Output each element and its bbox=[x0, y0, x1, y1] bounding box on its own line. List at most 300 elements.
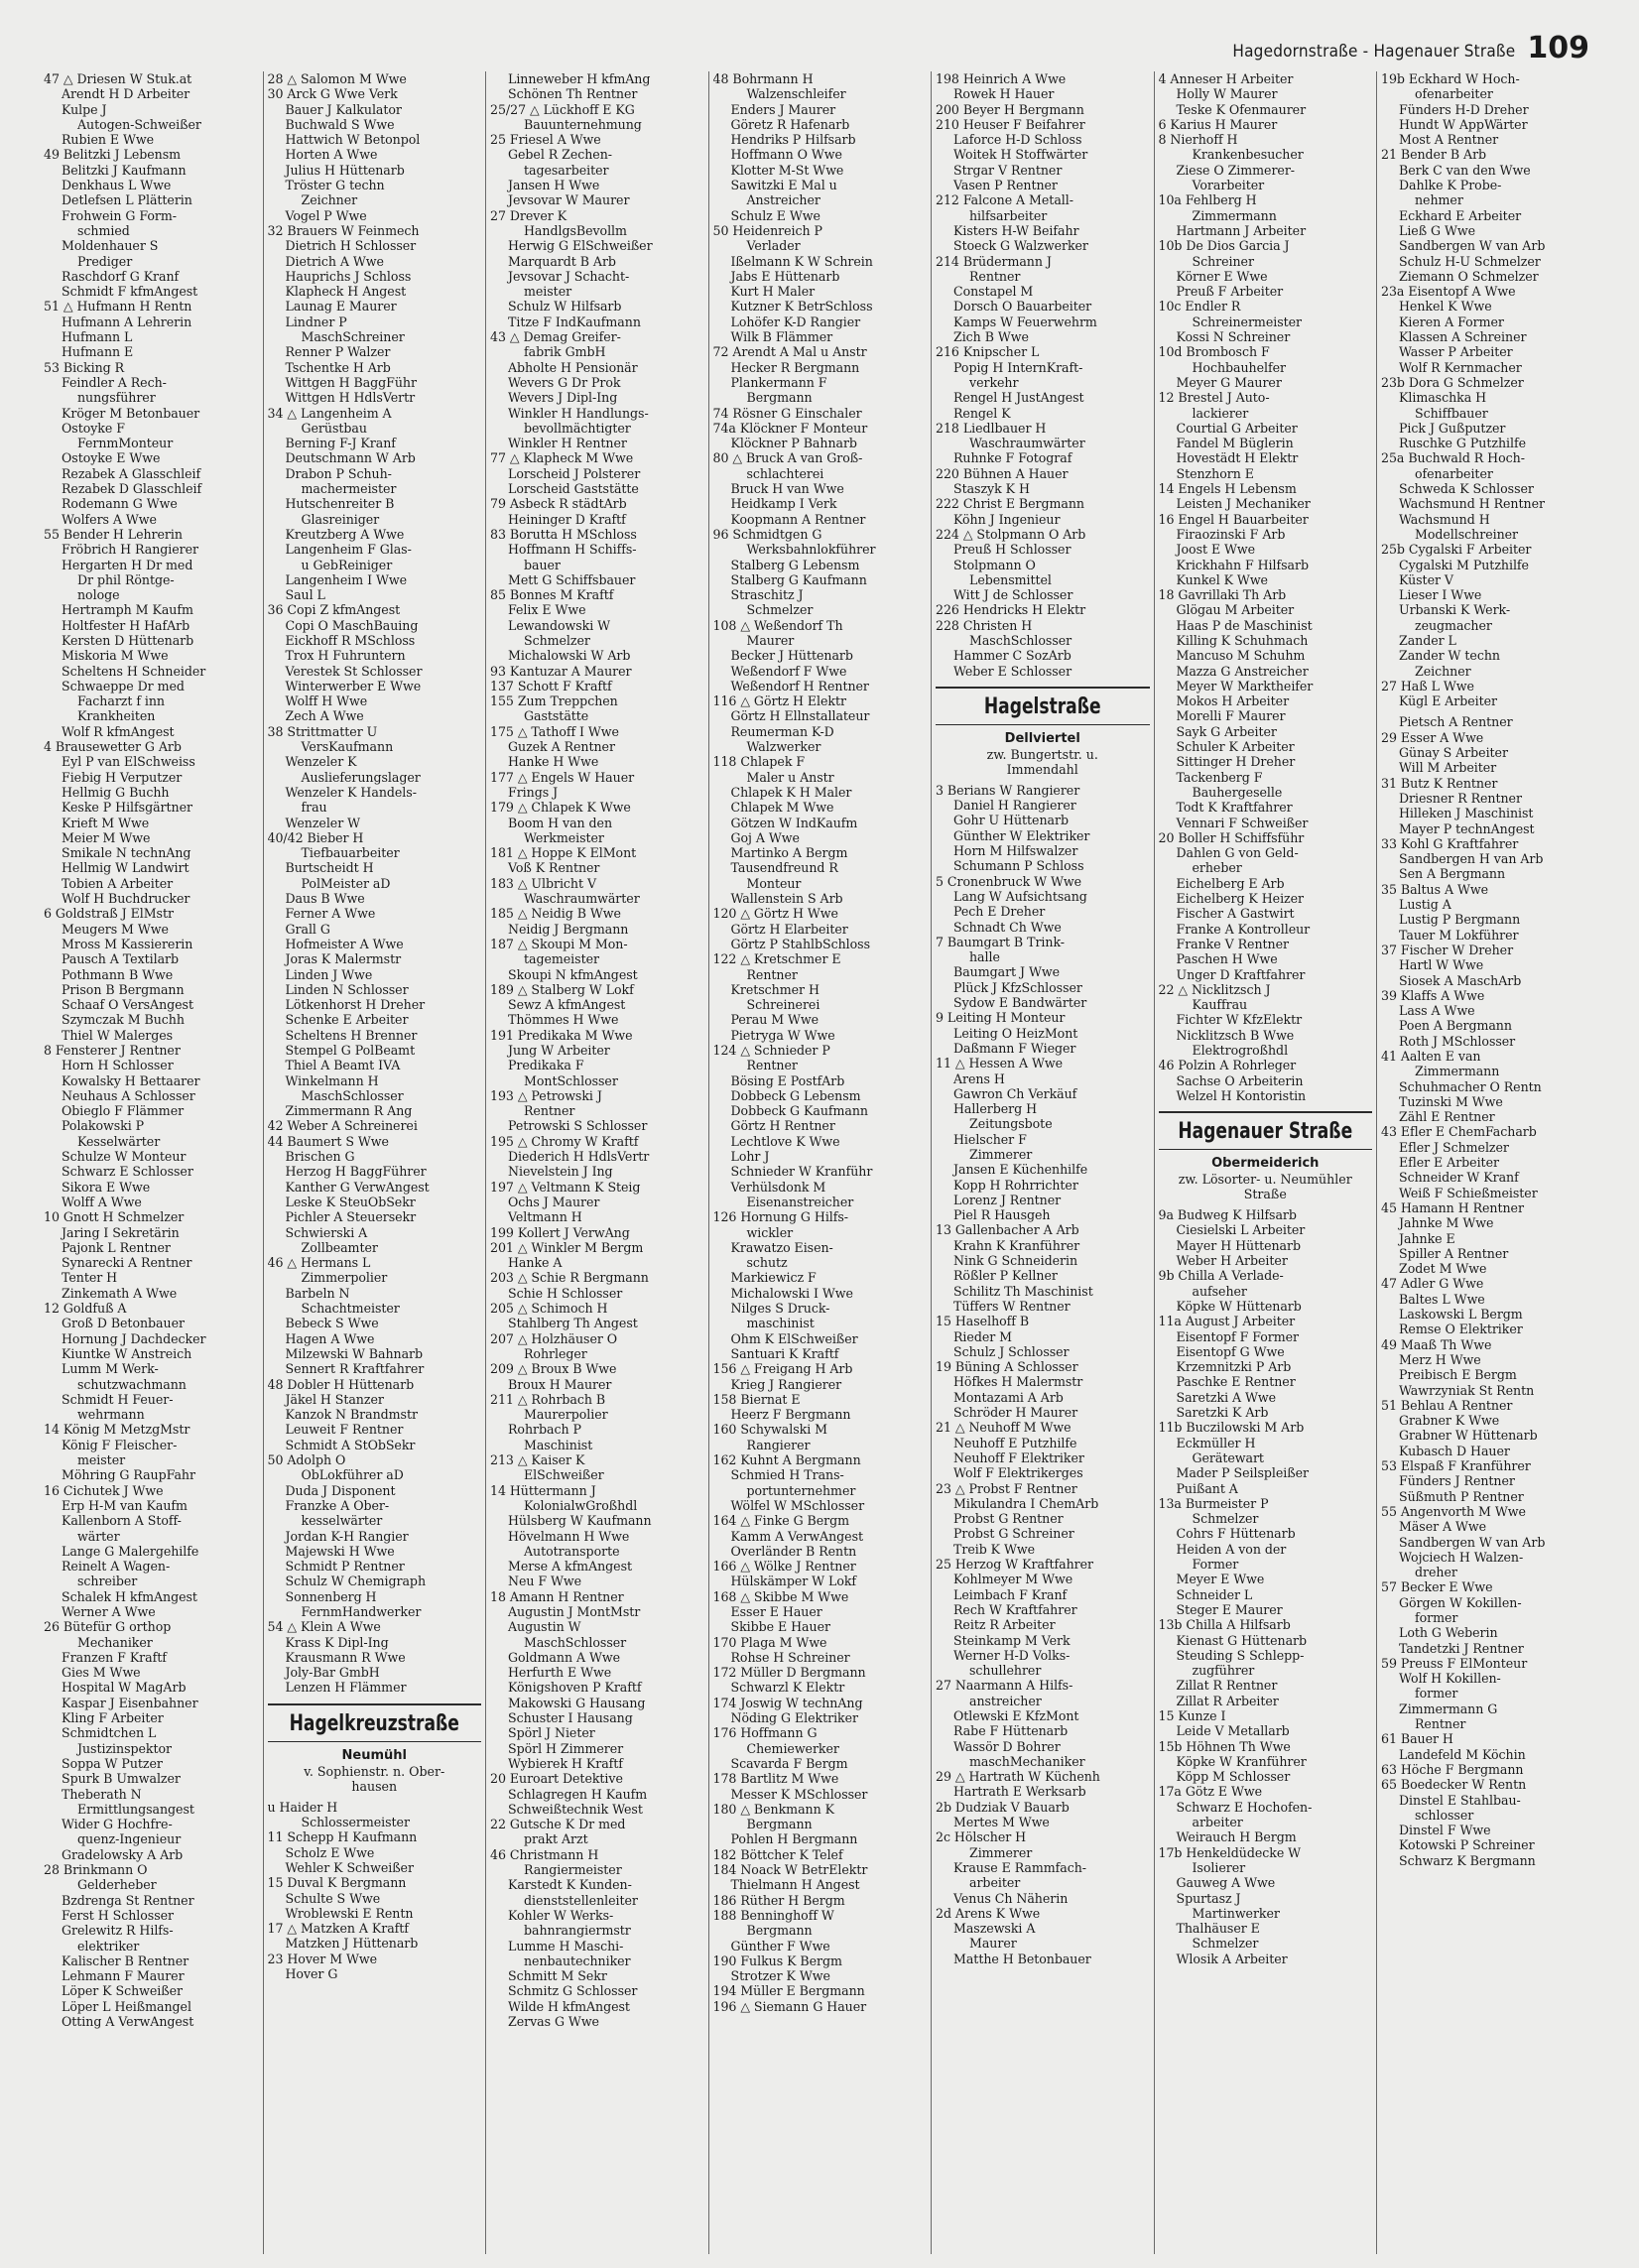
directory-entry: Wenzeler K Handels- bbox=[285, 784, 417, 800]
directory-entry: Cohrs F Hüttenarb bbox=[1176, 1526, 1296, 1542]
directory-entry: Franke V Rentner bbox=[1176, 936, 1289, 951]
directory-entry: Rangiermeister bbox=[524, 1862, 622, 1878]
directory-entry: 48 Dobler H Hüttenarb bbox=[267, 1376, 415, 1392]
directory-entry: Werner A Wwe bbox=[62, 1603, 156, 1619]
directory-entry: Lorscheid J Polsterer bbox=[508, 465, 641, 481]
directory-entry: u GebReiniger bbox=[301, 557, 393, 572]
directory-entry: former bbox=[1415, 1609, 1458, 1625]
directory-entry: Günther W Elektriker bbox=[953, 827, 1090, 843]
directory-entry: Schlossermeister bbox=[301, 1815, 410, 1830]
directory-entry: zeugmacher bbox=[1415, 617, 1492, 633]
directory-entry: Thömmes H Wwe bbox=[508, 1012, 619, 1028]
directory-entry: Lustig A bbox=[1399, 897, 1451, 913]
directory-entry: Neidig J Bergmann bbox=[508, 921, 629, 937]
directory-entry: Kamps W Feuerwehrm bbox=[953, 314, 1097, 329]
directory-entry: 10b De Dios Garcia J bbox=[1158, 238, 1290, 254]
page-number: 109 bbox=[1527, 31, 1589, 65]
directory-column bbox=[708, 71, 932, 2254]
directory-entry: 11b Buczilowski M Arb bbox=[1158, 1420, 1305, 1436]
directory-entry: Süßmuth P Rentner bbox=[1399, 1488, 1524, 1504]
directory-entry: Preuß H Schlosser bbox=[953, 542, 1072, 558]
directory-entry: Rohse H Schreiner bbox=[730, 1649, 850, 1665]
directory-entry: Koopmann A Rentner bbox=[730, 511, 866, 527]
directory-entry: Copi O MaschBauing bbox=[285, 617, 419, 633]
directory-entry: Merse A kfmAngest bbox=[508, 1559, 633, 1575]
directory-entry: Kienast G Hüttenarb bbox=[1176, 1632, 1308, 1648]
directory-entry: Holtfester H HafArb bbox=[62, 617, 190, 633]
directory-entry: Schmelzer bbox=[1192, 1936, 1259, 1952]
directory-entry: Messer K MSchlosser bbox=[730, 1786, 868, 1802]
district-name: Neumühl bbox=[341, 1747, 407, 1763]
directory-entry: 57 Becker E Wwe bbox=[1381, 1579, 1493, 1595]
directory-entry: Eichelberg E Arb bbox=[1176, 875, 1285, 891]
directory-entry: Eichelberg K Heizer bbox=[1176, 891, 1304, 907]
directory-entry: Hertramph M Kaufm bbox=[62, 602, 193, 618]
directory-entry: Bergmann bbox=[746, 1923, 813, 1939]
directory-entry: Weirauch H Bergm bbox=[1176, 1829, 1297, 1845]
directory-entry: Buchwald S Wwe bbox=[285, 116, 395, 132]
directory-entry: 35 Baltus A Wwe bbox=[1381, 881, 1488, 897]
directory-entry: 226 Hendricks H Elektr bbox=[936, 602, 1086, 618]
directory-entry: 25 Friesel A Wwe bbox=[490, 132, 601, 148]
directory-entry: 176 Hoffmann G bbox=[712, 1725, 818, 1741]
directory-entry: Jevsovar J Schacht- bbox=[508, 268, 630, 284]
directory-entry: Gohr U Hüttenarb bbox=[953, 813, 1069, 828]
directory-entry: Berk C van den Wwe bbox=[1399, 162, 1531, 178]
directory-entry: Zimmerer bbox=[969, 1844, 1033, 1860]
directory-entry: Schulz W Chemigraph bbox=[285, 1574, 426, 1589]
directory-entry: tagemeister bbox=[524, 951, 599, 967]
directory-entry: Franke A Kontrolleur bbox=[1176, 921, 1311, 937]
directory-entry: 74a Klöckner F Monteur bbox=[712, 420, 868, 436]
directory-entry: 168 △ Skibbe M Wwe bbox=[712, 1588, 849, 1604]
directory-entry: Tiefbauarbeiter bbox=[301, 845, 400, 861]
directory-entry: Schnadt Ch Wwe bbox=[953, 919, 1062, 935]
directory-entry: Sandbergen W van Arb bbox=[1399, 1534, 1546, 1550]
directory-entry: Schmidtchen L bbox=[62, 1725, 157, 1741]
directory-entry: 162 Kuhnt A Bergmann bbox=[712, 1452, 861, 1468]
directory-entry: Wolff A Wwe bbox=[62, 1194, 142, 1209]
directory-entry: 188 Benninghoff W bbox=[712, 1907, 834, 1923]
directory-entry: Becker J Hüttenarb bbox=[730, 648, 853, 664]
directory-entry: Krankheiten bbox=[77, 708, 156, 724]
directory-entry: Sewz A kfmAngest bbox=[508, 997, 626, 1013]
directory-entry: Joly-Bar GmbH bbox=[285, 1665, 380, 1681]
directory-entry: Marquardt B Arb bbox=[508, 253, 616, 269]
directory-entry: Hellmig W Landwirt bbox=[62, 860, 189, 876]
directory-entry: Rengel K bbox=[953, 405, 1011, 421]
directory-entry: Venus Ch Näherin bbox=[953, 1890, 1069, 1906]
directory-entry: Hanke H Wwe bbox=[508, 754, 599, 770]
directory-entry: 49 Belitzki J Lebensm bbox=[44, 147, 181, 163]
directory-entry: Klimaschka H bbox=[1399, 390, 1487, 406]
directory-entry: Thiel W Malerges bbox=[62, 1027, 174, 1043]
directory-entry: Drabon P Schuh- bbox=[285, 465, 392, 481]
directory-entry: Jansen H Wwe bbox=[508, 178, 600, 193]
directory-entry: Wolfers A Wwe bbox=[62, 511, 157, 527]
directory-entry: 201 △ Winkler M Bergm bbox=[490, 1239, 644, 1255]
directory-entry: Stempel G PolBeamt bbox=[285, 1043, 416, 1058]
directory-entry: 160 Schywalski M bbox=[712, 1422, 827, 1438]
directory-entry: Leske K SteuObSekr bbox=[285, 1194, 416, 1209]
directory-entry: schullehrer bbox=[969, 1663, 1042, 1679]
directory-entry: Lohr J bbox=[730, 1149, 770, 1165]
directory-entry: Schulze W Monteur bbox=[62, 1149, 187, 1165]
directory-entry: Zillat R Arbeiter bbox=[1176, 1693, 1279, 1708]
directory-entry: Hielscher F bbox=[953, 1131, 1027, 1147]
directory-entry: Spurk B Umwalzer bbox=[62, 1771, 181, 1787]
directory-entry: Grall G bbox=[285, 921, 330, 937]
directory-entry: Loth G Weberin bbox=[1399, 1625, 1498, 1641]
directory-entry: Launag E Maurer bbox=[285, 299, 397, 315]
directory-entry: Rezabek A Glasschleif bbox=[62, 465, 201, 481]
directory-entry: Sandbergen W van Arb bbox=[1399, 238, 1546, 254]
directory-entry: Ziese O Zimmerer- bbox=[1176, 162, 1295, 178]
directory-entry: 77 △ Klapheck M Wwe bbox=[490, 450, 634, 466]
directory-entry: 50 Heidenreich P bbox=[712, 222, 822, 238]
directory-entry: Urbanski K Werk- bbox=[1399, 602, 1511, 618]
directory-entry: 2d Arens K Wwe bbox=[936, 1905, 1041, 1921]
directory-entry: Frings J bbox=[508, 784, 559, 800]
directory-entry: 196 △ Siemann G Hauer bbox=[712, 1998, 867, 2014]
directory-entry: Pothmann B Wwe bbox=[62, 966, 174, 982]
directory-entry: Wenzeler K bbox=[285, 754, 357, 770]
directory-entry: Courtial G Arbeiter bbox=[1176, 420, 1298, 436]
directory-entry: Kanzok N Brandmstr bbox=[285, 1407, 418, 1423]
directory-entry: Langenheim F Glas- bbox=[285, 542, 412, 558]
directory-entry: Maurerpolier bbox=[524, 1407, 608, 1423]
directory-entry: Joras K Malermstr bbox=[285, 951, 402, 967]
directory-entry: Schmied H Trans- bbox=[730, 1467, 844, 1483]
directory-entry: 28 △ Salomon M Wwe bbox=[267, 71, 407, 86]
directory-entry: 11 Schepp H Kaufmann bbox=[267, 1829, 418, 1845]
directory-entry: Mikulandra I ChemArb bbox=[953, 1495, 1099, 1511]
directory-entry: Zeichner bbox=[1415, 663, 1471, 679]
directory-entry: Lange G Malergehilfe bbox=[62, 1543, 199, 1559]
directory-entry: Eisentopf F Former bbox=[1176, 1328, 1300, 1344]
directory-entry: Laforce H-D Schloss bbox=[953, 132, 1082, 148]
directory-entry: Zimmerer bbox=[969, 1147, 1033, 1162]
directory-entry: 29 △ Hartrath W Küchenh bbox=[936, 1769, 1100, 1785]
directory-entry: Gies M Wwe bbox=[62, 1665, 141, 1681]
directory-entry: Zeichner bbox=[301, 192, 358, 208]
directory-entry: Wilk B Flämmer bbox=[730, 329, 833, 345]
directory-entry: Titze F IndKaufmann bbox=[508, 314, 641, 329]
directory-entry: Köpke W Hüttenarb bbox=[1176, 1298, 1302, 1314]
directory-entry: Leisten J Mechaniker bbox=[1176, 496, 1311, 512]
directory-entry: Skibbe E Hauer bbox=[730, 1619, 830, 1635]
directory-entry: Hospital W MagArb bbox=[62, 1680, 187, 1696]
directory-entry: hilfsarbeiter bbox=[969, 207, 1048, 223]
directory-entry: 185 △ Neidig B Wwe bbox=[490, 906, 621, 922]
directory-entry: 214 Brüdermann J bbox=[936, 253, 1052, 269]
directory-entry: schlosser bbox=[1415, 1807, 1474, 1823]
directory-entry: Witt J de Schlosser bbox=[953, 587, 1073, 603]
directory-entry: Krzemnitzki P Arb bbox=[1176, 1359, 1292, 1375]
directory-entry: 48 Bohrmann H bbox=[712, 71, 814, 86]
directory-entry: Mader P Seilspleißer bbox=[1176, 1465, 1309, 1481]
directory-entry: Bzdrenga St Rentner bbox=[62, 1892, 194, 1908]
directory-entry: 53 Elspaß F Kranführer bbox=[1381, 1458, 1531, 1474]
directory-entry: Krass K Dipl-Ing bbox=[285, 1634, 389, 1650]
directory-entry: Fischer A Gastwirt bbox=[1176, 906, 1295, 922]
directory-entry: erheber bbox=[1192, 860, 1242, 876]
directory-entry: Predikaka F bbox=[508, 1058, 584, 1073]
directory-entry: ObLokführer aD bbox=[301, 1467, 404, 1483]
directory-entry: Rowek H Hauer bbox=[953, 86, 1055, 102]
directory-entry: Preuß F Arbeiter bbox=[1176, 284, 1284, 300]
directory-entry: Kunkel K Wwe bbox=[1176, 571, 1268, 587]
directory-entry: zugführer bbox=[1192, 1663, 1255, 1679]
directory-entry: Sydow E Bandwärter bbox=[953, 995, 1087, 1011]
directory-entry: Verlader bbox=[746, 238, 801, 254]
directory-entry: Gelderheber bbox=[77, 1877, 157, 1893]
directory-entry: 184 Noack W BetrElektr bbox=[712, 1862, 868, 1878]
directory-entry: Paschen H Wwe bbox=[1176, 951, 1278, 967]
directory-entry: Möhring G RaupFahr bbox=[62, 1467, 195, 1483]
directory-entry: Esser E Hauer bbox=[730, 1603, 822, 1619]
directory-entry: u Haider H bbox=[267, 1799, 338, 1815]
directory-entry: Neuhoff E Putzhilfe bbox=[953, 1435, 1077, 1450]
directory-entry: Will M Arbeiter bbox=[1399, 760, 1497, 776]
directory-entry: Fiebig H Verputzer bbox=[62, 769, 183, 785]
directory-entry: Belitzki J Kaufmann bbox=[62, 162, 187, 178]
directory-entry: 51 Behlau A Rentner bbox=[1381, 1397, 1513, 1413]
directory-entry: 6 Karius H Maurer bbox=[1158, 116, 1278, 132]
directory-entry: 44 Baumert S Wwe bbox=[267, 1133, 389, 1149]
directory-entry: Winterwerber E Wwe bbox=[285, 678, 422, 693]
directory-entry: Schuler K Arbeiter bbox=[1176, 739, 1295, 755]
directory-entry: 4 Brausewetter G Arb bbox=[44, 739, 182, 755]
directory-entry: 213 △ Kaiser K bbox=[490, 1452, 585, 1468]
directory-entry: Chemiewerker bbox=[746, 1740, 839, 1756]
directory-entry: frau bbox=[301, 800, 327, 816]
directory-entry: Pick J Gußputzer bbox=[1399, 420, 1506, 436]
directory-entry: 7 Baumgart B Trink- bbox=[936, 934, 1066, 949]
directory-entry: Reitz R Arbeiter bbox=[953, 1617, 1056, 1633]
directory-entry: Overländer B Rentn bbox=[730, 1543, 857, 1559]
directory-entry: Karstedt K Kunden- bbox=[508, 1877, 632, 1893]
directory-entry: Schulz W Hilfsarb bbox=[508, 299, 622, 315]
directory-entry: Constapel M bbox=[953, 284, 1034, 300]
directory-entry: Hammer C SozArb bbox=[953, 648, 1072, 664]
directory-entry: Fandel M Büglerin bbox=[1176, 436, 1294, 451]
directory-column bbox=[485, 71, 708, 2254]
directory-entry: Scheltens H Schneider bbox=[62, 663, 206, 679]
directory-entry: Ziemann O Schmelzer bbox=[1399, 268, 1539, 284]
district-name: Obermeiderich bbox=[1211, 1156, 1320, 1172]
directory-entry: Nink G Schneiderin bbox=[953, 1253, 1078, 1269]
directory-entry: Schmelzer bbox=[1192, 1511, 1259, 1527]
directory-entry: Burtscheidt H bbox=[285, 860, 374, 876]
directory-entry: Julius H Hüttenarb bbox=[285, 162, 405, 178]
directory-entry: Treib K Wwe bbox=[953, 1541, 1036, 1557]
directory-entry: Ostoyke F bbox=[62, 420, 125, 436]
directory-entry: Rabe F Hüttenarb bbox=[953, 1723, 1069, 1739]
directory-entry: 25/27 △ Lückhoff E KG bbox=[490, 101, 635, 117]
directory-entry: Stahlberg Th Angest bbox=[508, 1316, 638, 1331]
directory-entry: Köpp M Schlosser bbox=[1176, 1769, 1291, 1785]
directory-entry: Jansen E Küchenhilfe bbox=[953, 1162, 1088, 1178]
directory-entry: Zich B Wwe bbox=[953, 329, 1029, 345]
directory-entry: Schweißtechnik West bbox=[508, 1801, 643, 1817]
directory-entry: Neu F Wwe bbox=[508, 1574, 582, 1589]
directory-entry: Weßendorf H Rentner bbox=[730, 678, 869, 693]
directory-entry: ElSchweißer bbox=[524, 1467, 604, 1483]
directory-entry: 203 △ Schie R Bergmann bbox=[490, 1270, 649, 1286]
directory-entry: Jäkel H Stanzer bbox=[285, 1391, 384, 1407]
directory-entry: Polakowski P bbox=[62, 1118, 145, 1134]
directory-entry: Wevers J Dipl-Ing bbox=[508, 390, 618, 406]
directory-entry: Sittinger H Dreher bbox=[1176, 754, 1296, 770]
directory-entry: Laskowski L Bergm bbox=[1399, 1307, 1523, 1323]
directory-entry: Former bbox=[1192, 1557, 1239, 1573]
directory-entry: Kalischer B Rentner bbox=[62, 1953, 189, 1968]
directory-entry: 228 Christen H bbox=[936, 617, 1033, 633]
directory-entry: Ochs J Maurer bbox=[508, 1194, 600, 1209]
directory-entry: 181 △ Hoppe K ElMont bbox=[490, 845, 637, 861]
directory-entry: 8 Fensterer J Rentner bbox=[44, 1043, 181, 1058]
directory-entry: 19b Eckhard W Hoch- bbox=[1381, 71, 1520, 86]
directory-entry: Pietryga W Wwe bbox=[730, 1027, 835, 1043]
directory-entry: Heerz F Bergmann bbox=[730, 1407, 851, 1423]
directory-entry: Krawatzo Eisen- bbox=[730, 1239, 833, 1255]
directory-entry: Kowalsky H Bettaarer bbox=[62, 1072, 200, 1088]
directory-entry: Eyl P van ElSchweiss bbox=[62, 754, 195, 770]
directory-entry: Spörl J Nieter bbox=[508, 1725, 595, 1741]
directory-entry: Hofmeister A Wwe bbox=[285, 936, 404, 951]
directory-entry: Cygalski M Putzhilfe bbox=[1399, 557, 1529, 572]
directory-entry: König F Fleischer- bbox=[62, 1437, 178, 1452]
directory-entry: ofenarbeiter bbox=[1415, 465, 1493, 481]
directory-entry: Kotowski P Schreiner bbox=[1399, 1837, 1535, 1853]
directory-entry: 10d Brombosch F bbox=[1158, 344, 1270, 360]
directory-entry: Rodemann G Wwe bbox=[62, 496, 178, 512]
directory-entry: 116 △ Görtz H Elektr bbox=[712, 693, 846, 709]
directory-entry: Hanke A bbox=[508, 1255, 563, 1271]
directory-entry: Schulz J Schlosser bbox=[953, 1343, 1070, 1359]
directory-entry: 20 Euroart Detektive bbox=[490, 1771, 623, 1787]
directory-entry: 55 Bender H Lehrerin bbox=[44, 526, 183, 542]
directory-entry: ofenarbeiter bbox=[1415, 86, 1493, 102]
directory-entry: Langenheim I Wwe bbox=[285, 571, 407, 587]
directory-entry: Hochbauhelfer bbox=[1192, 359, 1286, 375]
directory-entry: Berning F-J Kranf bbox=[285, 436, 396, 451]
directory-entry: Spörl H Zimmerer bbox=[508, 1740, 624, 1756]
directory-entry: Hattwich W Betonpol bbox=[285, 132, 421, 148]
directory-entry: Schweda K Schlosser bbox=[1399, 481, 1534, 497]
directory-entry: Diederich H HdlsVertr bbox=[508, 1149, 650, 1165]
directory-entry: Rentner bbox=[746, 1058, 798, 1073]
directory-entry: Bruck H van Wwe bbox=[730, 481, 844, 497]
directory-entry: Ißelmann K W Schrein bbox=[730, 253, 873, 269]
directory-entry: Kopp H Rohrrichter bbox=[953, 1177, 1078, 1193]
directory-entry: 198 Heinrich A Wwe bbox=[936, 71, 1067, 86]
directory-entry: meister bbox=[524, 284, 572, 300]
directory-entry: Grabner K Wwe bbox=[1399, 1413, 1500, 1429]
directory-entry: 21 Bender B Arb bbox=[1381, 147, 1487, 163]
directory-entry: Tackenberg F bbox=[1176, 769, 1263, 785]
directory-entry: Auslieferungslager bbox=[301, 769, 421, 785]
directory-entry: tagesarbeiter bbox=[524, 162, 609, 178]
directory-entry: Weber H Arbeiter bbox=[1176, 1253, 1288, 1269]
directory-entry: Dorsch O Bauarbeiter bbox=[953, 299, 1092, 315]
directory-entry: 11 △ Hessen A Wwe bbox=[936, 1056, 1064, 1071]
directory-entry: 175 △ Tathoff I Wwe bbox=[490, 723, 619, 739]
directory-entry: halle bbox=[969, 949, 1000, 965]
directory-entry: 80 △ Bruck A van Groß- bbox=[712, 450, 863, 466]
directory-entry: Sayk G Arbeiter bbox=[1176, 723, 1277, 739]
directory-entry: Wider G Hochfre- bbox=[62, 1817, 173, 1832]
directory-entry: Dr phil Röntge- bbox=[77, 571, 175, 587]
directory-entry: Rezabek D Glasschleif bbox=[62, 481, 202, 497]
directory-entry: 30 Arck G Wwe Verk bbox=[267, 86, 398, 102]
directory-entry: Otting A VerwAngest bbox=[62, 2014, 194, 2029]
directory-entry: quenz-Ingenieur bbox=[77, 1831, 182, 1847]
directory-entry: Santuari K Kraftf bbox=[730, 1345, 839, 1361]
directory-entry: Kurt H Maler bbox=[730, 284, 816, 300]
directory-entry: Hornung J Dachdecker bbox=[62, 1330, 206, 1346]
directory-entry: schutzwachmann bbox=[77, 1376, 187, 1392]
directory-entry: Arens H bbox=[953, 1071, 1005, 1086]
directory-entry: Merz H Wwe bbox=[1399, 1351, 1481, 1367]
street-name: Hagelstraße bbox=[983, 693, 1101, 719]
directory-entry: Synarecki A Rentner bbox=[62, 1255, 192, 1271]
directory-entry: 22 △ Nicklitzsch J bbox=[1158, 981, 1271, 997]
directory-entry: 137 Schott F Kraftf bbox=[490, 678, 612, 693]
directory-entry: Raschdorf G Kranf bbox=[62, 268, 180, 284]
directory-entry: Görtz P StahlbSchloss bbox=[730, 936, 871, 951]
directory-entry: Eisenanstreicher bbox=[746, 1194, 854, 1209]
directory-entry: 13 Gallenbacher A Arb bbox=[936, 1222, 1079, 1238]
directory-entry: Küster V bbox=[1399, 571, 1453, 587]
directory-entry: Rentner bbox=[746, 966, 798, 982]
directory-entry: Justizinspektor bbox=[77, 1740, 173, 1756]
directory-entry: Scavarda F Bergm bbox=[730, 1755, 848, 1771]
directory-entry: nungsführer bbox=[77, 390, 156, 406]
directory-entry: Zodet M Wwe bbox=[1399, 1261, 1487, 1277]
directory-entry: Reinelt A Wagen- bbox=[62, 1559, 171, 1575]
directory-entry: Körner E Wwe bbox=[1176, 268, 1268, 284]
directory-entry: Herwig G ElSchweißer bbox=[508, 238, 653, 254]
street-section-heading bbox=[936, 687, 1150, 725]
directory-entry: Morelli F Maurer bbox=[1176, 708, 1286, 724]
directory-entry: Dobbeck G Kaufmann bbox=[730, 1103, 868, 1119]
directory-entry: VersKaufmann bbox=[301, 739, 394, 755]
directory-entry: 54 △ Klein A Wwe bbox=[267, 1619, 381, 1635]
directory-entry: Hendriks P Hilfsarb bbox=[730, 132, 856, 148]
directory-entry: Hövelmann H Wwe bbox=[508, 1528, 630, 1544]
directory-entry: Renner P Walzer bbox=[285, 344, 391, 360]
directory-entry: Paschke E Rentner bbox=[1176, 1374, 1296, 1390]
directory-entry: maschinist bbox=[746, 1316, 815, 1331]
directory-entry: Werner H-D Volks- bbox=[953, 1647, 1071, 1663]
directory-entry: Strotzer K Wwe bbox=[730, 1968, 830, 1984]
directory-entry: Winkler H Rentner bbox=[508, 436, 627, 451]
directory-entry: Görtz H Elarbeiter bbox=[730, 921, 848, 937]
directory-entry: Hovestädt H Elektr bbox=[1176, 450, 1299, 466]
directory-entry: Zillat R Rentner bbox=[1176, 1678, 1278, 1694]
directory-entry: Bösing E PostfArb bbox=[730, 1072, 845, 1088]
directory-entry: Goldmann A Wwe bbox=[508, 1649, 620, 1665]
directory-entry: wickler bbox=[746, 1224, 794, 1240]
directory-entry: dreher bbox=[1415, 1565, 1457, 1580]
directory-entry: Görtz H Ellnstallateur bbox=[730, 708, 870, 724]
directory-entry: Herzog H BaggFührer bbox=[285, 1164, 427, 1180]
directory-entry: Straschitz J bbox=[730, 587, 804, 603]
street-name: Hagelkreuzstraße bbox=[289, 1710, 459, 1736]
directory-entry: 12 Brestel J Auto- bbox=[1158, 390, 1270, 406]
